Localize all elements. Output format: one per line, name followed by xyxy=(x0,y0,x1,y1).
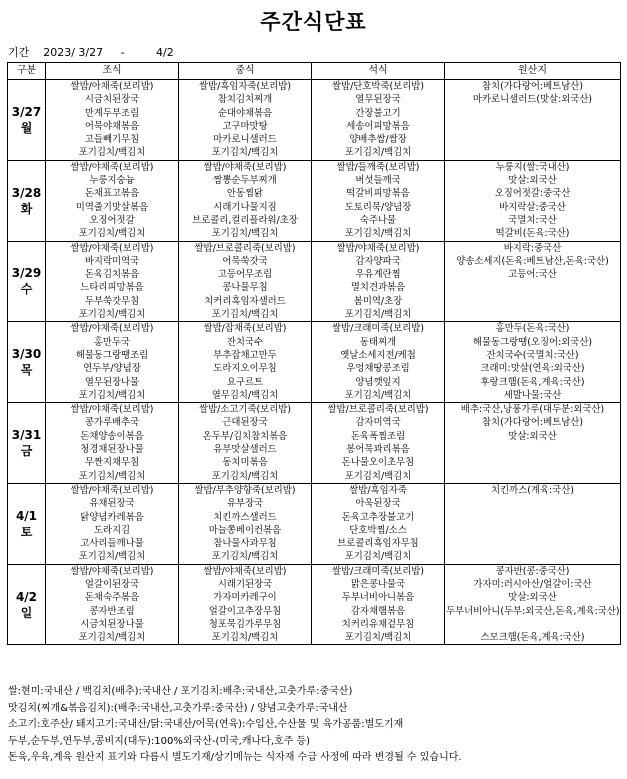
origin-cell: 두부너비아니(두부:외국산,돈육,계육:국산) xyxy=(446,605,620,617)
dinner-cell: 세송이피망볶음 xyxy=(312,120,445,133)
table-row xyxy=(8,174,621,187)
page-title: 주간식단표 xyxy=(260,10,367,34)
table-row xyxy=(8,227,621,241)
table-row xyxy=(8,443,621,456)
dinner-cell: 쌀밥/야채죽(보리밥) xyxy=(312,241,445,255)
origin-cell xyxy=(445,120,621,133)
breakfast-cell: 포기김치/백김치 xyxy=(46,389,179,403)
breakfast-cell: 돈육김치볶음 xyxy=(46,268,179,281)
table-row xyxy=(8,524,621,537)
breakfast-cell: 미역줄기맛살볶음 xyxy=(46,201,179,214)
breakfast-cell: 돈채표고볶음 xyxy=(46,187,179,200)
lunch-cell: 유부맛살샐러드 xyxy=(179,443,312,456)
dinner-cell: 포기김치/백김치 xyxy=(312,227,445,241)
lunch-cell: 쌀밥/소고기죽(보리밥) xyxy=(179,403,312,417)
dinner-cell: 아욱된장국 xyxy=(312,497,445,510)
breakfast-cell: 포기김치/백김치 xyxy=(46,146,179,160)
breakfast-cell: 느타리피망볶음 xyxy=(46,281,179,294)
table-row xyxy=(8,430,621,443)
origin-cell: 크래미:맛살(연육:외국산) xyxy=(445,362,621,375)
dinner-cell: 포기김치/백김치 xyxy=(312,389,445,403)
table-row xyxy=(8,322,621,336)
origin-cell: 오징어젓갈:중국산 xyxy=(445,187,621,200)
origin-cell: 해물동그랑땡(오징어:외국산) xyxy=(445,336,621,349)
lunch-cell: 브로콜리,컬리플라워/초장 xyxy=(179,214,312,227)
lunch-cell: 쌀밥/부추양향죽(보리밥) xyxy=(179,483,312,497)
day-label: 3/29 수 xyxy=(8,241,46,322)
dinner-cell: 단호박찜/소스 xyxy=(312,524,445,537)
origin-cell xyxy=(445,537,621,550)
breakfast-cell: 포기김치/백김치 xyxy=(46,470,179,484)
breakfast-cell: 연두부/양념장 xyxy=(46,362,179,375)
lunch-cell: 안동찜닭 xyxy=(179,187,312,200)
breakfast-cell: 콩자반조림 xyxy=(46,605,179,618)
lunch-cell: 쌀밥/야채죽(보리밥) xyxy=(179,160,312,174)
table-row xyxy=(8,120,621,133)
lunch-cell: 포기김치/백김치 xyxy=(179,470,312,484)
lunch-cell: 시래기된장국 xyxy=(179,578,312,591)
dinner-cell: 양념깻잎지 xyxy=(312,376,445,389)
breakfast-cell: 쌀밥/야채죽(보리밥) xyxy=(46,241,179,255)
table-row xyxy=(8,631,621,645)
breakfast-cell: 고들빼기무침 xyxy=(46,133,179,146)
dinner-cell: 쌀밥/흑임자죽 xyxy=(312,483,445,497)
lunch-cell: 요구르트 xyxy=(179,376,312,389)
dinner-cell: 두부너비아니볶음 xyxy=(312,591,445,604)
dinner-cell: 감자미역국 xyxy=(312,416,445,429)
dinner-cell: 쌀밥/크래미죽(보리밥) xyxy=(312,564,445,578)
dinner-cell: 옛날소세지전/케첩 xyxy=(312,349,445,362)
breakfast-cell: 만계두부조림 xyxy=(46,107,179,120)
breakfast-cell: 쌀밥/야채죽(보리밥) xyxy=(46,564,179,578)
lunch-cell: 콩나물무침 xyxy=(179,281,312,294)
origin-cell: 배추:국산,낭풍가루(대두분:외국산) xyxy=(445,403,621,417)
table-row xyxy=(8,591,621,604)
origin-cell xyxy=(445,146,621,160)
breakfast-cell: 무짠지채무침 xyxy=(46,456,179,469)
breakfast-cell: 홍만두국 xyxy=(46,336,179,349)
table-row xyxy=(8,403,621,417)
breakfast-cell: 쌀밥/야채죽(보리밥) xyxy=(46,322,179,336)
dinner-cell: 버섯들깨국 xyxy=(312,174,445,187)
lunch-cell: 마늘쫑베이컨볶음 xyxy=(179,524,312,537)
dinner-cell: 포기김치/백김치 xyxy=(312,631,445,645)
header-origin: 원산지 xyxy=(445,63,621,80)
lunch-cell: 유부장국 xyxy=(179,497,312,510)
dinner-cell: 감자채햄볶음 xyxy=(312,605,445,618)
lunch-cell: 참나물사과무침 xyxy=(179,537,312,550)
origin-cell: 참치(가다랑어:베트남산) xyxy=(445,80,621,94)
origin-cell: 콩자반(콩:중국산) xyxy=(445,564,621,578)
table-row xyxy=(8,93,621,106)
origin-cell: 홍만두(돈육:국산) xyxy=(445,322,621,336)
dinner-cell: 열무된장국 xyxy=(312,93,445,106)
table-row xyxy=(8,511,621,524)
dinner-cell: 쌀밥/단호박죽(보리밥) xyxy=(312,80,445,94)
breakfast-cell: 쌀밥/야채죽(보리밥) xyxy=(46,160,179,174)
dinner-cell: 포기김치/백김치 xyxy=(312,308,445,322)
table-row xyxy=(8,618,621,631)
day-label: 4/1 토 xyxy=(8,483,46,564)
origin-cell: 국멸치:국산 xyxy=(445,214,621,227)
dinner-cell: 돈육고추장불고기 xyxy=(312,511,445,524)
table-row xyxy=(8,107,621,120)
origin-cell: 양송소세지(돈육:베트남산,돈육:국산) xyxy=(445,255,621,268)
breakfast-cell: 포기김치/백김치 xyxy=(46,227,179,241)
header-lunch: 중식 xyxy=(179,63,312,80)
lunch-cell: 온두부/김치참치볶음 xyxy=(179,430,312,443)
table-row xyxy=(8,336,621,349)
lunch-cell: 포기김치/백김치 xyxy=(179,146,312,160)
note-line: 두부,순두부,연두부,콩비지(대두):100%외국산-(미국,캐나다,호주 등) xyxy=(8,735,311,747)
origin-cell xyxy=(445,511,621,524)
lunch-cell: 쌀밥/브로콜리죽(보리밥) xyxy=(179,241,312,255)
table-row xyxy=(8,605,621,618)
breakfast-cell: 도라지김 xyxy=(46,524,179,537)
origin-cell: 맛살:외국산 xyxy=(445,591,621,604)
origin-cell xyxy=(445,456,621,469)
lunch-cell: 쌀밥/잡채죽(보리밥) xyxy=(179,322,312,336)
table-row xyxy=(8,133,621,146)
day-label: 3/27 월 xyxy=(8,80,46,161)
dinner-cell: 포기김치/백김치 xyxy=(312,146,445,160)
table-row xyxy=(8,578,621,591)
table-row xyxy=(8,537,621,550)
breakfast-cell: 쌀밥/야채죽(보리밥) xyxy=(46,403,179,417)
origin-cell xyxy=(445,308,621,322)
origin-cell xyxy=(445,550,621,564)
dinner-cell: 맑은콩나물국 xyxy=(312,578,445,591)
lunch-cell: 고등어무조림 xyxy=(179,268,312,281)
origin-cell xyxy=(445,618,621,631)
table-row xyxy=(8,416,621,429)
origin-cell: 마카로니샐러드(맛살:외국산) xyxy=(445,93,621,106)
breakfast-cell: 청경채된장나물 xyxy=(46,443,179,456)
origin-cell xyxy=(445,107,621,120)
note-line: 돈육,우육,계육 원산지 표기와 다름시 별도기재/상기메뉴는 식자재 수급 사정에 따라 변경될 수 있습니다. xyxy=(8,752,462,763)
dinner-cell: 돈육폭찜조림 xyxy=(312,430,445,443)
lunch-cell: 동치미볶음 xyxy=(179,456,312,469)
period-label: 기간 2023/ 3/27 - 4/2 xyxy=(8,46,174,59)
lunch-cell: 포기김치/백김치 xyxy=(179,308,312,322)
origin-cell: 누룽지(쌀:국내산) xyxy=(445,160,621,174)
breakfast-cell: 포기김치/백김치 xyxy=(46,550,179,564)
lunch-cell: 어묵쑥갓국 xyxy=(179,255,312,268)
table-row xyxy=(8,281,621,294)
lunch-cell: 포기김치/백김치 xyxy=(179,227,312,241)
origin-cell xyxy=(445,470,621,484)
breakfast-cell: 어묵야채볶음 xyxy=(46,120,179,133)
breakfast-cell: 시금치된장국 xyxy=(46,93,179,106)
table-row xyxy=(8,80,621,94)
menu-table xyxy=(7,62,621,645)
lunch-cell: 도라지오이무침 xyxy=(179,362,312,375)
origin-cell xyxy=(445,443,621,456)
lunch-cell: 치킨까스샐러드 xyxy=(179,511,312,524)
dinner-cell: 양배추쌈/쌈장 xyxy=(312,133,445,146)
lunch-cell: 포기김치/백김치 xyxy=(179,631,312,645)
lunch-cell: 잔치국수 xyxy=(179,336,312,349)
day-label: 3/28 화 xyxy=(8,160,46,241)
dinner-cell: 우유계란찜 xyxy=(312,268,445,281)
table-row xyxy=(8,187,621,200)
breakfast-cell: 바지락미역국 xyxy=(46,255,179,268)
dinner-cell: 치커리유채겉무침 xyxy=(312,618,445,631)
table-row xyxy=(8,268,621,281)
menu-body xyxy=(8,80,621,645)
dinner-cell: 쌀밥/크래미죽(보리밥) xyxy=(312,322,445,336)
breakfast-cell: 닭양념카레볶음 xyxy=(46,511,179,524)
origin-cell: 후랑크햄(돈육,계육:국산) xyxy=(445,376,621,389)
note-line: 쌀:현미:국내산 / 백김치(배추):국내산 / 포기김치:배추:국내산,고춧가루:중국산) xyxy=(8,686,353,697)
table-row xyxy=(8,308,621,322)
lunch-cell: 얼갈이고추장무침 xyxy=(179,605,312,618)
day-label: 4/2 일 xyxy=(8,564,46,645)
table-row xyxy=(8,160,621,174)
breakfast-cell: 고사리들깨나물 xyxy=(46,537,179,550)
dinner-cell: 감자양파국 xyxy=(312,255,445,268)
dinner-cell: 우엉채땅콩조림 xyxy=(312,362,445,375)
day-label: 3/31 금 xyxy=(8,403,46,484)
day-label: 3/30 목 xyxy=(8,322,46,403)
note-line: 소고기:호주산/ 돼지고기:국내산/닭:국내산/어묵(연육):수입산,수산물 및 육가공품:별도기재 xyxy=(8,719,404,730)
dinner-cell: 간장불고기 xyxy=(312,107,445,120)
breakfast-cell: 열무된장나물 xyxy=(46,376,179,389)
origin-cell xyxy=(445,497,621,510)
table-row xyxy=(8,550,621,564)
lunch-cell: 짬뽕순두부찌개 xyxy=(179,174,312,187)
dinner-cell: 포기김치/백김치 xyxy=(312,550,445,564)
breakfast-cell: 두부쑥갓무침 xyxy=(46,295,179,308)
dinner-cell: 쌀밥/브로콜리죽(보리밥) xyxy=(312,403,445,417)
dinner-cell: 포기김치/백김치 xyxy=(312,470,445,484)
breakfast-cell: 돈채숙주볶음 xyxy=(46,591,179,604)
dinner-cell: 돈나물오이초무침 xyxy=(312,456,445,469)
origin-cell: 맛살:외국산 xyxy=(445,174,621,187)
lunch-cell: 고구마맛탕 xyxy=(179,120,312,133)
origin-cell: 잔치국수(국멸치:국산) xyxy=(445,349,621,362)
lunch-cell: 시래기나물지짐 xyxy=(179,201,312,214)
origin-cell: 세발나물:국산 xyxy=(445,389,621,403)
lunch-cell: 포기김치/백김치 xyxy=(179,550,312,564)
breakfast-cell: 콩가루배추국 xyxy=(46,416,179,429)
breakfast-cell: 얼갈이된장국 xyxy=(46,578,179,591)
lunch-cell: 청포묵김가루무침 xyxy=(179,618,312,631)
table-row xyxy=(8,255,621,268)
note-line: 맛김치(찌개&볶음김치):(배추:국내산,고춧가루:중국산) / 양념고춧가루:국내산 xyxy=(8,702,348,714)
origin-cell xyxy=(445,281,621,294)
table-row xyxy=(8,456,621,469)
table-row xyxy=(8,470,621,484)
lunch-cell: 순대야채볶음 xyxy=(179,107,312,120)
table-row xyxy=(8,497,621,510)
header-row xyxy=(8,63,621,80)
table-row xyxy=(8,564,621,578)
dinner-cell: 봄미역/초장 xyxy=(312,295,445,308)
header-category: 구분 xyxy=(8,63,46,80)
table-row xyxy=(8,389,621,403)
header-dinner: 석식 xyxy=(312,63,445,80)
table-row xyxy=(8,214,621,227)
table-row xyxy=(8,201,621,214)
origin-cell: 맛살:외국산 xyxy=(445,430,621,443)
dinner-cell: 도토리묵/양념장 xyxy=(312,201,445,214)
dinner-cell: 브로콜리흑임자무침 xyxy=(312,537,445,550)
dinner-cell: 동태찌개 xyxy=(312,336,445,349)
lunch-cell: 쌀밥/야채죽(보리밥) xyxy=(179,564,312,578)
breakfast-cell: 누룽지숭늉 xyxy=(46,174,179,187)
dinner-cell: 숙주나물 xyxy=(312,214,445,227)
breakfast-cell: 쌀밥/야채죽(보리밥) xyxy=(46,483,179,497)
table-row xyxy=(8,146,621,160)
table-row xyxy=(8,483,621,497)
origin-cell xyxy=(445,295,621,308)
breakfast-cell: 포기김치/백김치 xyxy=(46,308,179,322)
lunch-cell: 열무김치/백김치 xyxy=(179,389,312,403)
origin-cell: 떡갈비(돈육:국산) xyxy=(445,227,621,241)
dinner-cell: 멸치견과볶음 xyxy=(312,281,445,294)
breakfast-cell: 오징어젓갈 xyxy=(46,214,179,227)
lunch-cell: 가자미카레구이 xyxy=(179,591,312,604)
lunch-cell: 근대된장국 xyxy=(179,416,312,429)
origin-cell xyxy=(445,524,621,537)
table-row xyxy=(8,241,621,255)
origin-cell: 가자미:러시아산/얼갈이:국산 xyxy=(445,578,621,591)
table-row xyxy=(8,362,621,375)
dinner-cell: 봉어묵꽈리볶음 xyxy=(312,443,445,456)
origin-cell: 바지락살:중국산 xyxy=(445,201,621,214)
breakfast-cell: 쌀밥/아채죽(보리밥) xyxy=(46,80,179,94)
origin-cell: 고등어:국산 xyxy=(445,268,621,281)
notes xyxy=(8,684,620,767)
table-row xyxy=(8,376,621,389)
origin-cell xyxy=(445,133,621,146)
origin-cell: 바지락:중국산 xyxy=(445,241,621,255)
origin-cell: 참치(가다랑어:베트남산) xyxy=(445,416,621,429)
lunch-cell: 참치김치찌개 xyxy=(179,93,312,106)
dinner-cell: 쌀밥/들깨죽(보리밥) xyxy=(312,160,445,174)
breakfast-cell: 시금치된장나물 xyxy=(46,618,179,631)
breakfast-cell: 유채된장국 xyxy=(46,497,179,510)
breakfast-cell: 돈채양송이볶음 xyxy=(46,430,179,443)
lunch-cell: 부추잡채고만두 xyxy=(179,349,312,362)
lunch-cell: 쌀밥/흑임자죽(보리밥) xyxy=(179,80,312,94)
table-row xyxy=(8,349,621,362)
lunch-cell: 마카로니샐러드 xyxy=(179,133,312,146)
header-breakfast: 조식 xyxy=(46,63,179,80)
lunch-cell: 치커리흑임자샐러드 xyxy=(179,295,312,308)
origin-cell: 치킨까스(계육:국산) xyxy=(445,483,621,497)
table-row xyxy=(8,295,621,308)
breakfast-cell: 포기김치/백김치 xyxy=(46,631,179,645)
dinner-cell: 떡갈비피망볶음 xyxy=(312,187,445,200)
breakfast-cell: 해물동그랑땡조림 xyxy=(46,349,179,362)
origin-cell: 스모크햄(돈육,계육:국산) xyxy=(445,631,621,645)
